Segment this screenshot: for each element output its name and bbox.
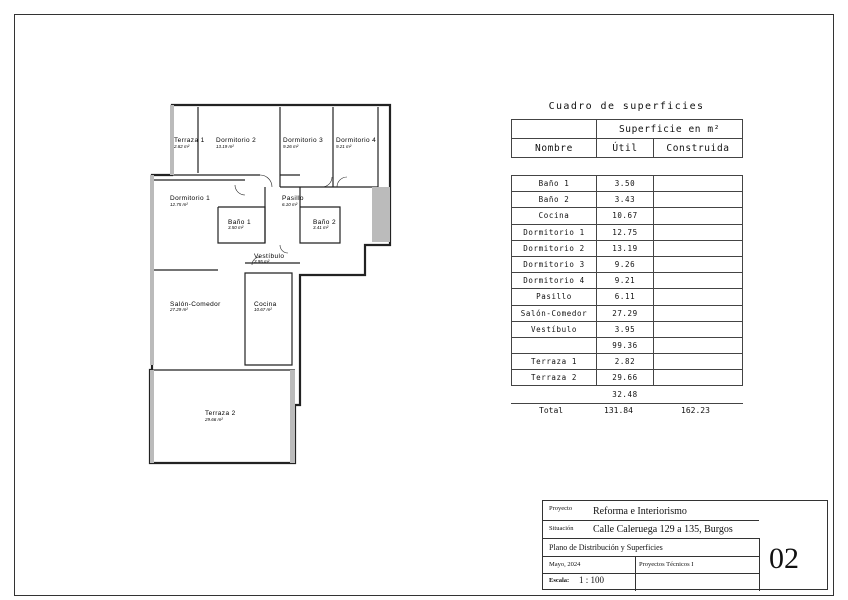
escala-label: Escala: <box>549 577 570 584</box>
row-construida <box>654 208 743 224</box>
table-row <box>512 192 743 208</box>
table-row <box>512 305 743 321</box>
row-util: 2.82 <box>597 354 654 370</box>
subtotal-construida <box>654 386 743 402</box>
table-row <box>512 224 743 240</box>
table-row <box>512 273 743 289</box>
proyecto-label: Proyecto <box>549 505 573 512</box>
table-row <box>512 176 743 192</box>
room-area-cocina: 10.67 m² <box>254 307 272 312</box>
row-construida <box>654 321 743 337</box>
row-name: Dormitorio 2 <box>512 240 597 256</box>
row-util: 29.66 <box>597 370 654 386</box>
total-label: Total <box>539 406 564 415</box>
room-label-dormitorio-1: Dormitorio 1 <box>170 195 211 202</box>
floor-plan <box>140 95 420 475</box>
row-name: Cocina <box>512 208 597 224</box>
title-block <box>542 500 828 590</box>
room-area-dormitorio-4: 9.21 m² <box>336 144 352 149</box>
row-name: Vestíbulo <box>512 321 597 337</box>
row-name: Salón-Comedor <box>512 305 597 321</box>
row-name: Baño 1 <box>512 176 597 192</box>
row-name: Dormitorio 3 <box>512 256 597 272</box>
subtotal-row <box>512 386 743 402</box>
plano-title: Plano de Distribución y Superficies <box>549 543 663 552</box>
row-util: 3.95 <box>597 321 654 337</box>
row-construida <box>654 240 743 256</box>
table-row <box>512 289 743 305</box>
table-row <box>512 240 743 256</box>
room-label-vestibulo: Vestíbulo <box>254 253 285 260</box>
room-area-terraza-2: 29.66 m² <box>205 417 223 422</box>
room-label-salon-comedor: Salón-Comedor <box>170 301 221 308</box>
row-construida <box>654 289 743 305</box>
asignatura: Proyectos Técnicos I <box>639 561 694 568</box>
room-label-dormitorio-3: Dormitorio 3 <box>283 137 324 144</box>
proyecto-value: Reforma e Interiorismo <box>593 506 687 517</box>
row-name: Terraza 2 <box>512 370 597 386</box>
row-construida <box>654 192 743 208</box>
total-util: 131.84 <box>604 406 633 415</box>
header-superficie: Superficie en m² <box>597 120 743 139</box>
subtotal-terrazas: 32.48 <box>612 389 638 399</box>
total-divider <box>511 403 743 404</box>
row-util: 9.21 <box>597 273 654 289</box>
subtotal-empty <box>512 337 597 353</box>
fecha: Mayo, 2024 <box>549 561 581 568</box>
row-util: 10.67 <box>597 208 654 224</box>
surface-table-title: Cuadro de superficies <box>548 101 705 112</box>
row-name: Dormitorio 1 <box>512 224 597 240</box>
room-label-pasillo: Pasillo <box>282 195 304 202</box>
table-row <box>512 208 743 224</box>
room-area-dormitorio-3: 9.26 m² <box>283 144 299 149</box>
row-construida <box>654 370 743 386</box>
room-label-cocina: Cocina <box>254 301 277 308</box>
room-area-vestibulo: 3.95 m² <box>254 259 270 264</box>
room-area-dormitorio-2: 13.19 m² <box>216 144 234 149</box>
room-label-bano-1: Baño 1 <box>228 219 252 226</box>
subtotal-empty <box>512 386 597 402</box>
row-util: 6.11 <box>597 289 654 305</box>
room-area-bano-2: 3.41 m² <box>313 225 329 230</box>
table-row <box>512 321 743 337</box>
row-util: 27.29 <box>597 305 654 321</box>
surface-table-body <box>511 175 743 402</box>
row-name: Terraza 1 <box>512 354 597 370</box>
total-construida: 162.23 <box>681 406 710 415</box>
room-label-dormitorio-4: Dormitorio 4 <box>336 137 377 144</box>
row-construida <box>654 256 743 272</box>
row-util: 12.75 <box>597 224 654 240</box>
header-nombre: Nombre <box>512 139 597 158</box>
table-row <box>512 256 743 272</box>
subtotal-interior: 99.36 <box>597 337 654 353</box>
surface-table-header <box>511 119 743 158</box>
row-construida <box>654 305 743 321</box>
row-construida <box>654 176 743 192</box>
situacion-label: Situación <box>549 525 574 532</box>
escala-value: 1 : 100 <box>579 575 605 585</box>
row-name: Pasillo <box>512 289 597 305</box>
row-construida <box>654 273 743 289</box>
row-name: Baño 2 <box>512 192 597 208</box>
room-label-terraza-1: Terraza 1 <box>174 137 205 144</box>
row-util: 3.43 <box>597 192 654 208</box>
room-area-salon-comedor: 27.29 m² <box>170 307 188 312</box>
total-row <box>511 406 743 420</box>
room-label-bano-2: Baño 2 <box>313 219 337 226</box>
row-util: 13.19 <box>597 240 654 256</box>
room-label-dormitorio-2: Dormitorio 2 <box>216 137 257 144</box>
row-name: Dormitorio 4 <box>512 273 597 289</box>
sheet-number: 02 <box>769 542 799 575</box>
row-util: 3.50 <box>597 176 654 192</box>
table-row <box>512 354 743 370</box>
floor-plan-drawing <box>140 95 420 475</box>
table-row <box>512 370 743 386</box>
row-util: 9.26 <box>597 256 654 272</box>
situacion-value: Calle Caleruega 129 a 135, Burgos <box>593 524 733 535</box>
row-construida <box>654 354 743 370</box>
room-area-bano-1: 3.50 m² <box>228 225 244 230</box>
header-empty-cell <box>512 120 597 139</box>
room-label-terraza-2: Terraza 2 <box>205 410 236 417</box>
row-construida <box>654 224 743 240</box>
subtotal-construida <box>654 337 743 353</box>
room-area-pasillo: 6.10 m² <box>282 202 298 207</box>
header-util: Útil <box>597 139 654 158</box>
room-area-terraza-1: 2.82 m² <box>174 144 190 149</box>
room-area-dormitorio-1: 12.75 m² <box>170 202 188 207</box>
subtotal-row <box>512 337 743 353</box>
header-construida: Construida <box>654 139 743 158</box>
